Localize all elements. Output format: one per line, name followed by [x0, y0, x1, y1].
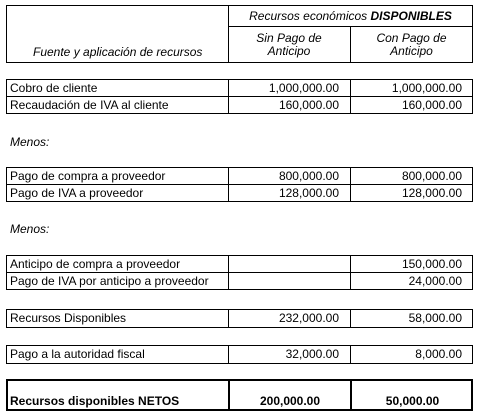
col2-header-line1: Con Pago de — [376, 31, 447, 45]
section-4-col-divider-1 — [228, 309, 229, 328]
col1-header — [228, 32, 350, 58]
row-value-sin-total: 200,000.00 — [259, 394, 321, 408]
row-value-con: 58,000.00 — [408, 311, 462, 325]
row-value-sin: 160,000.00 — [278, 98, 339, 112]
row-value-con: 160,000.00 — [401, 98, 462, 112]
row-value-sin: 232,000.00 — [278, 311, 339, 325]
section-2-col-divider-2 — [350, 167, 351, 202]
row-label: Pago de compra a proveedor — [10, 169, 166, 183]
col1-header-line1: Sin Pago de — [256, 31, 322, 45]
section-1-col-divider-2 — [350, 79, 351, 114]
row-value-sin: 32,000.00 — [285, 347, 339, 361]
group-title-prefix: Recursos económicos — [249, 9, 371, 23]
row-label: Recursos Disponibles — [10, 311, 127, 325]
row-value-con: 24,000.00 — [408, 274, 462, 288]
section-3-col-divider-1 — [228, 255, 229, 290]
group-title-bold: DISPONIBLES — [370, 9, 452, 23]
row-label-total: Recursos disponibles NETOS — [10, 394, 180, 408]
section-2-col-divider-1 — [228, 167, 229, 202]
section-1-col-divider-1 — [228, 79, 229, 114]
group-title — [228, 8, 473, 24]
section-4-col-divider-2 — [350, 309, 351, 328]
row-label: Anticipo de compra a proveedor — [10, 257, 181, 271]
section-3-col-divider-2 — [350, 255, 351, 290]
row-label: Pago de IVA a proveedor — [10, 186, 144, 200]
row-label: Pago de IVA por anticipo a proveedor — [10, 274, 209, 288]
row-value-con: 150,000.00 — [401, 257, 462, 271]
row-label: Cobro de cliente — [10, 81, 98, 95]
col1-header-line2: Anticipo — [267, 44, 311, 58]
section-title: Menos: — [10, 222, 50, 236]
section-title: Menos: — [10, 135, 50, 149]
row-label: Pago a la autoridad fiscal — [10, 347, 145, 361]
row-value-con: 8,000.00 — [415, 347, 462, 361]
col2-header-line2: Anticipo — [390, 44, 433, 58]
section-5-col-divider-1 — [228, 345, 229, 364]
row-value-con-total: 50,000.00 — [385, 394, 440, 408]
section-5-col-divider-2 — [350, 345, 351, 364]
row-value-con: 800,000.00 — [401, 169, 462, 183]
row-value-sin: 800,000.00 — [278, 169, 339, 183]
row-value-sin: 1,000,000.00 — [268, 81, 339, 95]
row-value-con: 1,000,000.00 — [391, 81, 462, 95]
row-label: Recaudación de IVA al cliente — [10, 98, 169, 112]
row-value-con: 128,000.00 — [401, 186, 462, 200]
col-label-title: Fuente y aplicación de recursos — [33, 45, 203, 59]
row-value-sin: 128,000.00 — [278, 186, 339, 200]
col2-header — [350, 32, 473, 58]
